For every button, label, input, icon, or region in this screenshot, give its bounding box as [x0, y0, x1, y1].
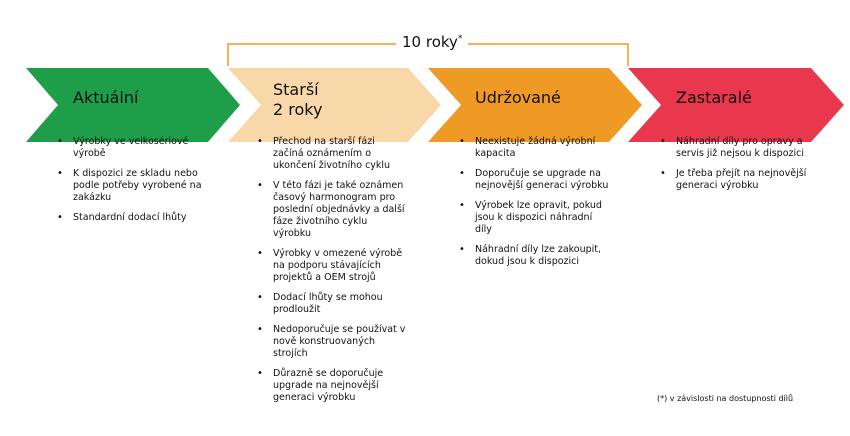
- bullet-item: • Dodací lhůty se mohou prodloužit: [257, 292, 407, 316]
- stage-title-aktualni: Aktuální: [73, 88, 139, 107]
- bullets-aktualni: [57, 136, 207, 232]
- bullets-zastarale: [660, 136, 820, 200]
- bullet-item: • Neexistuje žádná výrobní kapacita: [459, 136, 609, 160]
- stage-title-zastarale: Zastaralé: [676, 88, 752, 107]
- bullet-item: • Náhradní díly lze zakoupit, dokud jsou k dispozici: [459, 244, 609, 268]
- stage-title-starsi: [273, 80, 322, 120]
- bullet-item: • Výrobky ve velkosériové výrobě: [57, 136, 207, 160]
- bullet-item: • Standardní dodací lhůty: [57, 212, 207, 224]
- bullet-item: • Přechod na starší fázi začíná oznámením o ukončení životního cyklu: [257, 136, 407, 172]
- bullet-item: • Důrazně se doporučuje upgrade na nejnovější generaci výrobku: [257, 368, 407, 404]
- bullet-item: • Náhradní díly pro opravy a servis již nejsou k dispozici: [660, 136, 820, 160]
- stage-arrow-starsi: [228, 68, 441, 142]
- bullet-item: • Nedoporučuje se používat v nově konstruovaných strojích: [257, 324, 407, 360]
- bullet-item: • Výrobek lze opravit, pokud jsou k dispozici náhradní díly: [459, 200, 609, 236]
- bullet-item: • Je třeba přejít na nejnovější generaci výrobku: [660, 168, 820, 192]
- stage-duration-starsi: 2 roky: [273, 100, 323, 119]
- bullet-item: • Doporučuje se upgrade na nejnovější generaci výrobku: [459, 168, 609, 192]
- bullet-item: • Výrobky v omezené výrobě na podporu stávajících projektů a OEM strojů: [257, 248, 407, 284]
- bullet-item: • V této fázi je také oznámen časový harmonogram pro poslední objednávky a další fáze životního cyklu výrobku: [257, 180, 407, 240]
- bullet-item: • K dispozici ze skladu nebo podle potřeby vyrobené na zakázku: [57, 168, 207, 204]
- span-label: [396, 33, 468, 51]
- bullets-starsi: [257, 136, 407, 412]
- stage-title-udrzovane: Udržované: [475, 88, 561, 107]
- footnote: (*) v závislosti na dostupnosti dílů: [657, 394, 794, 403]
- bullets-udrzovane: [459, 136, 609, 276]
- stage-name-starsi: Starší: [273, 80, 319, 99]
- span-label-text: 10 roky: [402, 33, 458, 51]
- span-label-marker: *: [457, 34, 463, 44]
